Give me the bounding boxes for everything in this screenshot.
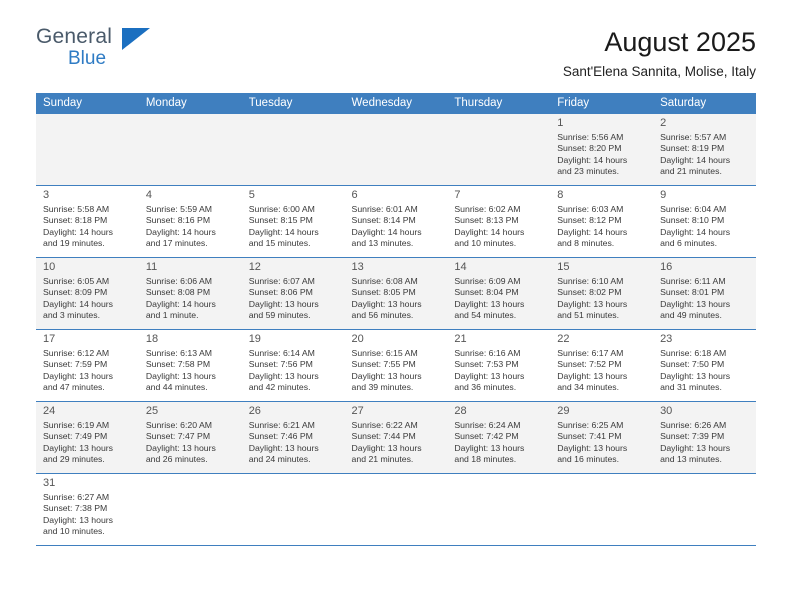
calendar-day-cell[interactable]	[550, 401, 653, 473]
day-detail-line: and 19 minutes.	[43, 238, 105, 249]
weekday-header-sunday: Sunday	[36, 93, 139, 114]
general-blue-logo[interactable]	[36, 26, 146, 74]
calendar-day-cell[interactable]	[550, 329, 653, 401]
day-detail-line: Sunset: 7:39 PM	[660, 431, 725, 442]
day-detail-line: Sunset: 7:55 PM	[351, 359, 416, 370]
calendar-day-cell[interactable]	[550, 113, 653, 185]
day-number: 27	[351, 404, 364, 417]
calendar-day-cell[interactable]	[447, 185, 550, 257]
calendar-empty-cell	[242, 473, 345, 545]
day-number: 14	[454, 260, 467, 273]
calendar-week-row	[36, 113, 756, 185]
day-detail-line: Sunset: 8:08 PM	[145, 287, 211, 298]
calendar-empty-cell	[345, 113, 448, 185]
day-detail-line: and 23 minutes.	[557, 166, 620, 177]
calendar-day-cell[interactable]	[242, 329, 345, 401]
day-detail-line: and 24 minutes.	[248, 454, 311, 465]
day-detail-line: Daylight: 14 hours	[351, 226, 422, 237]
day-detail-line: Daylight: 13 hours	[454, 298, 525, 309]
day-number: 2	[660, 116, 667, 129]
calendar-day-cell[interactable]	[447, 329, 550, 401]
day-detail-line: Sunrise: 6:20 AM	[145, 419, 213, 430]
weekday-header-saturday: Saturday	[653, 93, 756, 114]
day-detail-line: and 54 minutes.	[454, 310, 517, 321]
day-detail-line: Sunrise: 6:02 AM	[454, 203, 521, 214]
calendar-container	[0, 79, 792, 546]
day-detail-line: Sunset: 8:04 PM	[454, 287, 519, 298]
day-detail-line: Sunset: 8:19 PM	[660, 143, 725, 154]
calendar-day-cell[interactable]	[242, 185, 345, 257]
calendar-day-cell[interactable]	[139, 185, 242, 257]
weekday-header-friday: Friday	[550, 93, 653, 114]
page-title: August 2025	[604, 27, 756, 57]
day-detail-line: and 21 minutes.	[660, 166, 722, 177]
calendar-empty-cell	[139, 473, 242, 545]
calendar-empty-cell	[447, 113, 550, 185]
day-detail-line: Sunset: 7:38 PM	[43, 503, 108, 514]
day-detail-line: Sunset: 7:53 PM	[454, 359, 519, 370]
day-detail-line: and 31 minutes.	[660, 382, 722, 393]
day-detail-line: and 49 minutes.	[660, 310, 722, 321]
day-detail-line: Sunrise: 6:13 AM	[145, 347, 213, 358]
title-block	[563, 26, 756, 79]
day-detail-line: Sunrise: 6:26 AM	[660, 419, 727, 430]
day-detail-line: Daylight: 14 hours	[43, 298, 114, 309]
day-detail-line: Daylight: 14 hours	[557, 226, 628, 237]
calendar-day-cell[interactable]	[139, 401, 242, 473]
calendar-day-cell[interactable]	[139, 257, 242, 329]
day-detail-line: Daylight: 13 hours	[351, 442, 422, 453]
calendar-day-cell[interactable]	[242, 257, 345, 329]
day-detail-line: Sunrise: 6:08 AM	[351, 275, 418, 286]
flag-icon	[122, 28, 150, 50]
logo-text-blue: Blue	[68, 48, 107, 69]
logo-text-general: General	[36, 25, 113, 48]
day-number: 19	[248, 332, 261, 345]
day-detail-line: Sunrise: 6:10 AM	[557, 275, 624, 286]
day-number: 8	[557, 188, 564, 201]
day-number: 26	[248, 404, 261, 417]
day-detail-line: and 56 minutes.	[351, 310, 414, 321]
day-detail-line: Daylight: 13 hours	[557, 370, 628, 381]
calendar-day-cell[interactable]	[36, 185, 139, 257]
day-detail-line: and 8 minutes.	[557, 238, 615, 249]
day-detail-line: Daylight: 14 hours	[557, 154, 628, 165]
day-detail-line: Sunrise: 6:24 AM	[454, 419, 521, 430]
day-detail-line: Sunrise: 6:17 AM	[557, 347, 624, 358]
weekday-header-monday: Monday	[139, 93, 242, 114]
day-detail-line: and 36 minutes.	[454, 382, 517, 393]
day-detail-line: Sunset: 8:09 PM	[43, 287, 108, 298]
day-detail-line: Sunrise: 6:04 AM	[660, 203, 727, 214]
day-detail-line: Daylight: 13 hours	[145, 370, 216, 381]
day-detail-line: Daylight: 13 hours	[351, 298, 422, 309]
day-detail-line: and 44 minutes.	[145, 382, 208, 393]
day-detail-line: Sunrise: 6:01 AM	[351, 203, 418, 214]
calendar-body	[36, 113, 756, 545]
day-detail-line: Daylight: 14 hours	[454, 226, 525, 237]
day-detail-line: Daylight: 13 hours	[557, 442, 628, 453]
day-number: 22	[557, 332, 570, 345]
day-detail-line: Daylight: 13 hours	[454, 370, 525, 381]
day-detail-line: and 3 minutes.	[43, 310, 100, 321]
day-number: 5	[248, 188, 255, 201]
day-number: 21	[454, 332, 467, 345]
day-number: 23	[660, 332, 673, 345]
day-detail-line: Sunset: 8:05 PM	[351, 287, 416, 298]
weekday-header-thursday: Thursday	[447, 93, 550, 114]
day-number: 24	[43, 404, 56, 417]
day-detail-line: Sunrise: 6:00 AM	[248, 203, 315, 214]
day-detail-line: and 17 minutes.	[145, 238, 208, 249]
day-detail-line: Sunrise: 6:09 AM	[454, 275, 521, 286]
weekday-header-row	[36, 93, 756, 114]
day-number: 16	[660, 260, 673, 273]
calendar-day-cell[interactable]	[345, 329, 448, 401]
day-number: 13	[351, 260, 364, 273]
day-detail-line: Daylight: 14 hours	[43, 226, 114, 237]
day-detail-line: Sunrise: 6:27 AM	[43, 491, 110, 502]
calendar-day-cell[interactable]	[447, 401, 550, 473]
day-detail-line: Daylight: 14 hours	[248, 226, 319, 237]
calendar-empty-cell	[345, 473, 448, 545]
day-detail-line: and 10 minutes.	[454, 238, 517, 249]
calendar-day-cell[interactable]	[36, 401, 139, 473]
day-number: 1	[557, 116, 564, 129]
calendar-day-cell[interactable]	[550, 185, 653, 257]
day-detail-line: Daylight: 13 hours	[43, 514, 114, 525]
calendar-day-cell[interactable]	[653, 185, 756, 257]
day-detail-line: Daylight: 13 hours	[145, 442, 216, 453]
day-detail-line: and 15 minutes.	[248, 238, 311, 249]
day-detail-line: Daylight: 14 hours	[145, 226, 216, 237]
calendar-day-cell[interactable]	[653, 401, 756, 473]
calendar-empty-cell	[242, 113, 345, 185]
day-number: 9	[660, 188, 667, 201]
day-detail-line: Sunrise: 6:11 AM	[660, 275, 726, 286]
day-detail-line: Sunset: 7:42 PM	[454, 431, 519, 442]
day-detail-line: Sunset: 8:15 PM	[248, 215, 313, 226]
day-detail-line: and 16 minutes.	[557, 454, 620, 465]
day-detail-line: Sunrise: 5:58 AM	[43, 203, 110, 214]
day-detail-line: Sunrise: 6:25 AM	[557, 419, 624, 430]
day-number: 15	[557, 260, 570, 273]
day-detail-line: Sunset: 7:52 PM	[557, 359, 622, 370]
day-detail-line: and 1 minute.	[145, 310, 199, 321]
calendar-day-cell[interactable]	[345, 401, 448, 473]
day-detail-line: and 6 minutes.	[660, 238, 718, 249]
day-number: 3	[43, 188, 50, 201]
day-detail-line: Daylight: 14 hours	[145, 298, 216, 309]
day-detail-line: Sunset: 8:01 PM	[660, 287, 725, 298]
day-detail-line: Sunset: 8:13 PM	[454, 215, 519, 226]
day-detail-line: Daylight: 14 hours	[660, 226, 731, 237]
day-number: 25	[145, 404, 159, 417]
weekday-header-tuesday: Tuesday	[242, 93, 345, 114]
calendar-empty-cell	[139, 113, 242, 185]
day-detail-line: Sunrise: 6:05 AM	[43, 275, 110, 286]
day-number: 4	[145, 188, 152, 201]
day-detail-line: Sunset: 8:20 PM	[557, 143, 622, 154]
calendar-day-cell[interactable]	[550, 257, 653, 329]
day-number: 30	[660, 404, 673, 417]
calendar-week-row	[36, 329, 756, 401]
day-detail-line: Daylight: 13 hours	[454, 442, 525, 453]
calendar-day-cell[interactable]	[653, 257, 756, 329]
day-detail-line: Daylight: 13 hours	[660, 442, 731, 453]
day-detail-line: Sunset: 7:58 PM	[145, 359, 211, 370]
day-number: 17	[43, 332, 56, 345]
day-detail-line: Sunrise: 5:59 AM	[145, 203, 213, 214]
day-number: 12	[248, 260, 261, 273]
calendar-day-cell[interactable]	[345, 257, 448, 329]
calendar-week-row	[36, 257, 756, 329]
day-detail-line: Sunset: 8:06 PM	[248, 287, 313, 298]
day-detail-line: and 10 minutes.	[43, 526, 105, 537]
day-detail-line: Sunrise: 6:22 AM	[351, 419, 418, 430]
day-detail-line: Sunrise: 5:57 AM	[660, 131, 727, 142]
day-number: 31	[43, 476, 56, 489]
day-detail-line: Sunrise: 6:06 AM	[145, 275, 213, 286]
day-detail-line: and 26 minutes.	[145, 454, 208, 465]
calendar-week-row	[36, 401, 756, 473]
calendar-day-cell[interactable]	[653, 113, 756, 185]
day-detail-line: Sunset: 8:10 PM	[660, 215, 725, 226]
day-detail-line: Daylight: 13 hours	[351, 370, 422, 381]
day-detail-line: Sunrise: 6:07 AM	[248, 275, 315, 286]
calendar-empty-cell	[653, 473, 756, 545]
day-detail-line: and 21 minutes.	[351, 454, 414, 465]
day-number: 7	[454, 188, 461, 201]
day-detail-line: Sunrise: 6:19 AM	[43, 419, 110, 430]
day-detail-line: Daylight: 13 hours	[660, 370, 731, 381]
day-detail-line: Sunrise: 5:56 AM	[557, 131, 624, 142]
day-detail-line: Sunset: 7:59 PM	[43, 359, 108, 370]
calendar-day-cell[interactable]	[447, 257, 550, 329]
day-detail-line: Daylight: 13 hours	[248, 442, 319, 453]
day-detail-line: Daylight: 13 hours	[248, 298, 319, 309]
day-detail-line: Daylight: 13 hours	[557, 298, 628, 309]
calendar-day-cell[interactable]	[653, 329, 756, 401]
calendar-empty-cell	[36, 113, 139, 185]
weekday-header-wednesday: Wednesday	[345, 93, 448, 114]
day-detail-line: Sunset: 7:49 PM	[43, 431, 108, 442]
day-detail-line: Daylight: 13 hours	[248, 370, 319, 381]
day-detail-line: and 18 minutes.	[454, 454, 517, 465]
day-number: 20	[351, 332, 364, 345]
day-detail-line: Sunrise: 6:03 AM	[557, 203, 624, 214]
day-detail-line: Sunrise: 6:21 AM	[248, 419, 315, 430]
calendar-head	[36, 93, 756, 114]
day-detail-line: Sunrise: 6:18 AM	[660, 347, 727, 358]
day-detail-line: Daylight: 13 hours	[43, 442, 114, 453]
day-detail-line: Sunset: 8:16 PM	[145, 215, 211, 226]
day-number: 11	[145, 260, 158, 273]
day-detail-line: Daylight: 14 hours	[660, 154, 731, 165]
day-detail-line: Daylight: 13 hours	[660, 298, 731, 309]
calendar-day-cell[interactable]	[139, 329, 242, 401]
day-detail-line: Sunset: 7:47 PM	[145, 431, 211, 442]
day-detail-line: and 39 minutes.	[351, 382, 414, 393]
day-detail-line: Sunset: 7:44 PM	[351, 431, 416, 442]
day-detail-line: and 59 minutes.	[248, 310, 311, 321]
day-number: 10	[43, 260, 56, 273]
calendar-week-row	[36, 473, 756, 545]
day-detail-line: and 34 minutes.	[557, 382, 620, 393]
day-detail-line: Sunrise: 6:14 AM	[248, 347, 315, 358]
calendar-day-cell[interactable]	[36, 329, 139, 401]
page-subtitle: Sant'Elena Sannita, Molise, Italy	[562, 63, 756, 79]
day-detail-line: Sunset: 7:41 PM	[557, 431, 622, 442]
calendar-day-cell[interactable]	[345, 185, 448, 257]
page-header	[0, 0, 792, 79]
day-detail-line: Sunrise: 6:16 AM	[454, 347, 521, 358]
day-detail-line: and 29 minutes.	[43, 454, 105, 465]
calendar-day-cell[interactable]	[36, 473, 139, 545]
day-detail-line: Sunrise: 6:12 AM	[43, 347, 110, 358]
day-detail-line: Sunset: 8:02 PM	[557, 287, 622, 298]
calendar-empty-cell	[447, 473, 550, 545]
calendar-table	[36, 93, 756, 546]
day-detail-line: Sunset: 8:12 PM	[557, 215, 622, 226]
calendar-day-cell[interactable]	[36, 257, 139, 329]
day-detail-line: Sunrise: 6:15 AM	[351, 347, 418, 358]
day-detail-line: and 51 minutes.	[557, 310, 620, 321]
day-detail-line: and 13 minutes.	[351, 238, 414, 249]
day-detail-line: Sunset: 7:56 PM	[248, 359, 313, 370]
day-detail-line: Sunset: 8:18 PM	[43, 215, 108, 226]
day-detail-line: and 42 minutes.	[248, 382, 311, 393]
calendar-day-cell[interactable]	[242, 401, 345, 473]
day-number: 28	[454, 404, 467, 417]
day-detail-line: and 47 minutes.	[43, 382, 105, 393]
day-detail-line: and 13 minutes.	[660, 454, 722, 465]
day-detail-line: Sunset: 8:14 PM	[351, 215, 416, 226]
calendar-empty-cell	[550, 473, 653, 545]
day-number: 18	[145, 332, 159, 345]
day-number: 29	[557, 404, 570, 417]
calendar-week-row	[36, 185, 756, 257]
day-detail-line: Sunset: 7:46 PM	[248, 431, 313, 442]
day-detail-line: Daylight: 13 hours	[43, 370, 114, 381]
day-detail-line: Sunset: 7:50 PM	[660, 359, 725, 370]
day-number: 6	[351, 188, 358, 201]
